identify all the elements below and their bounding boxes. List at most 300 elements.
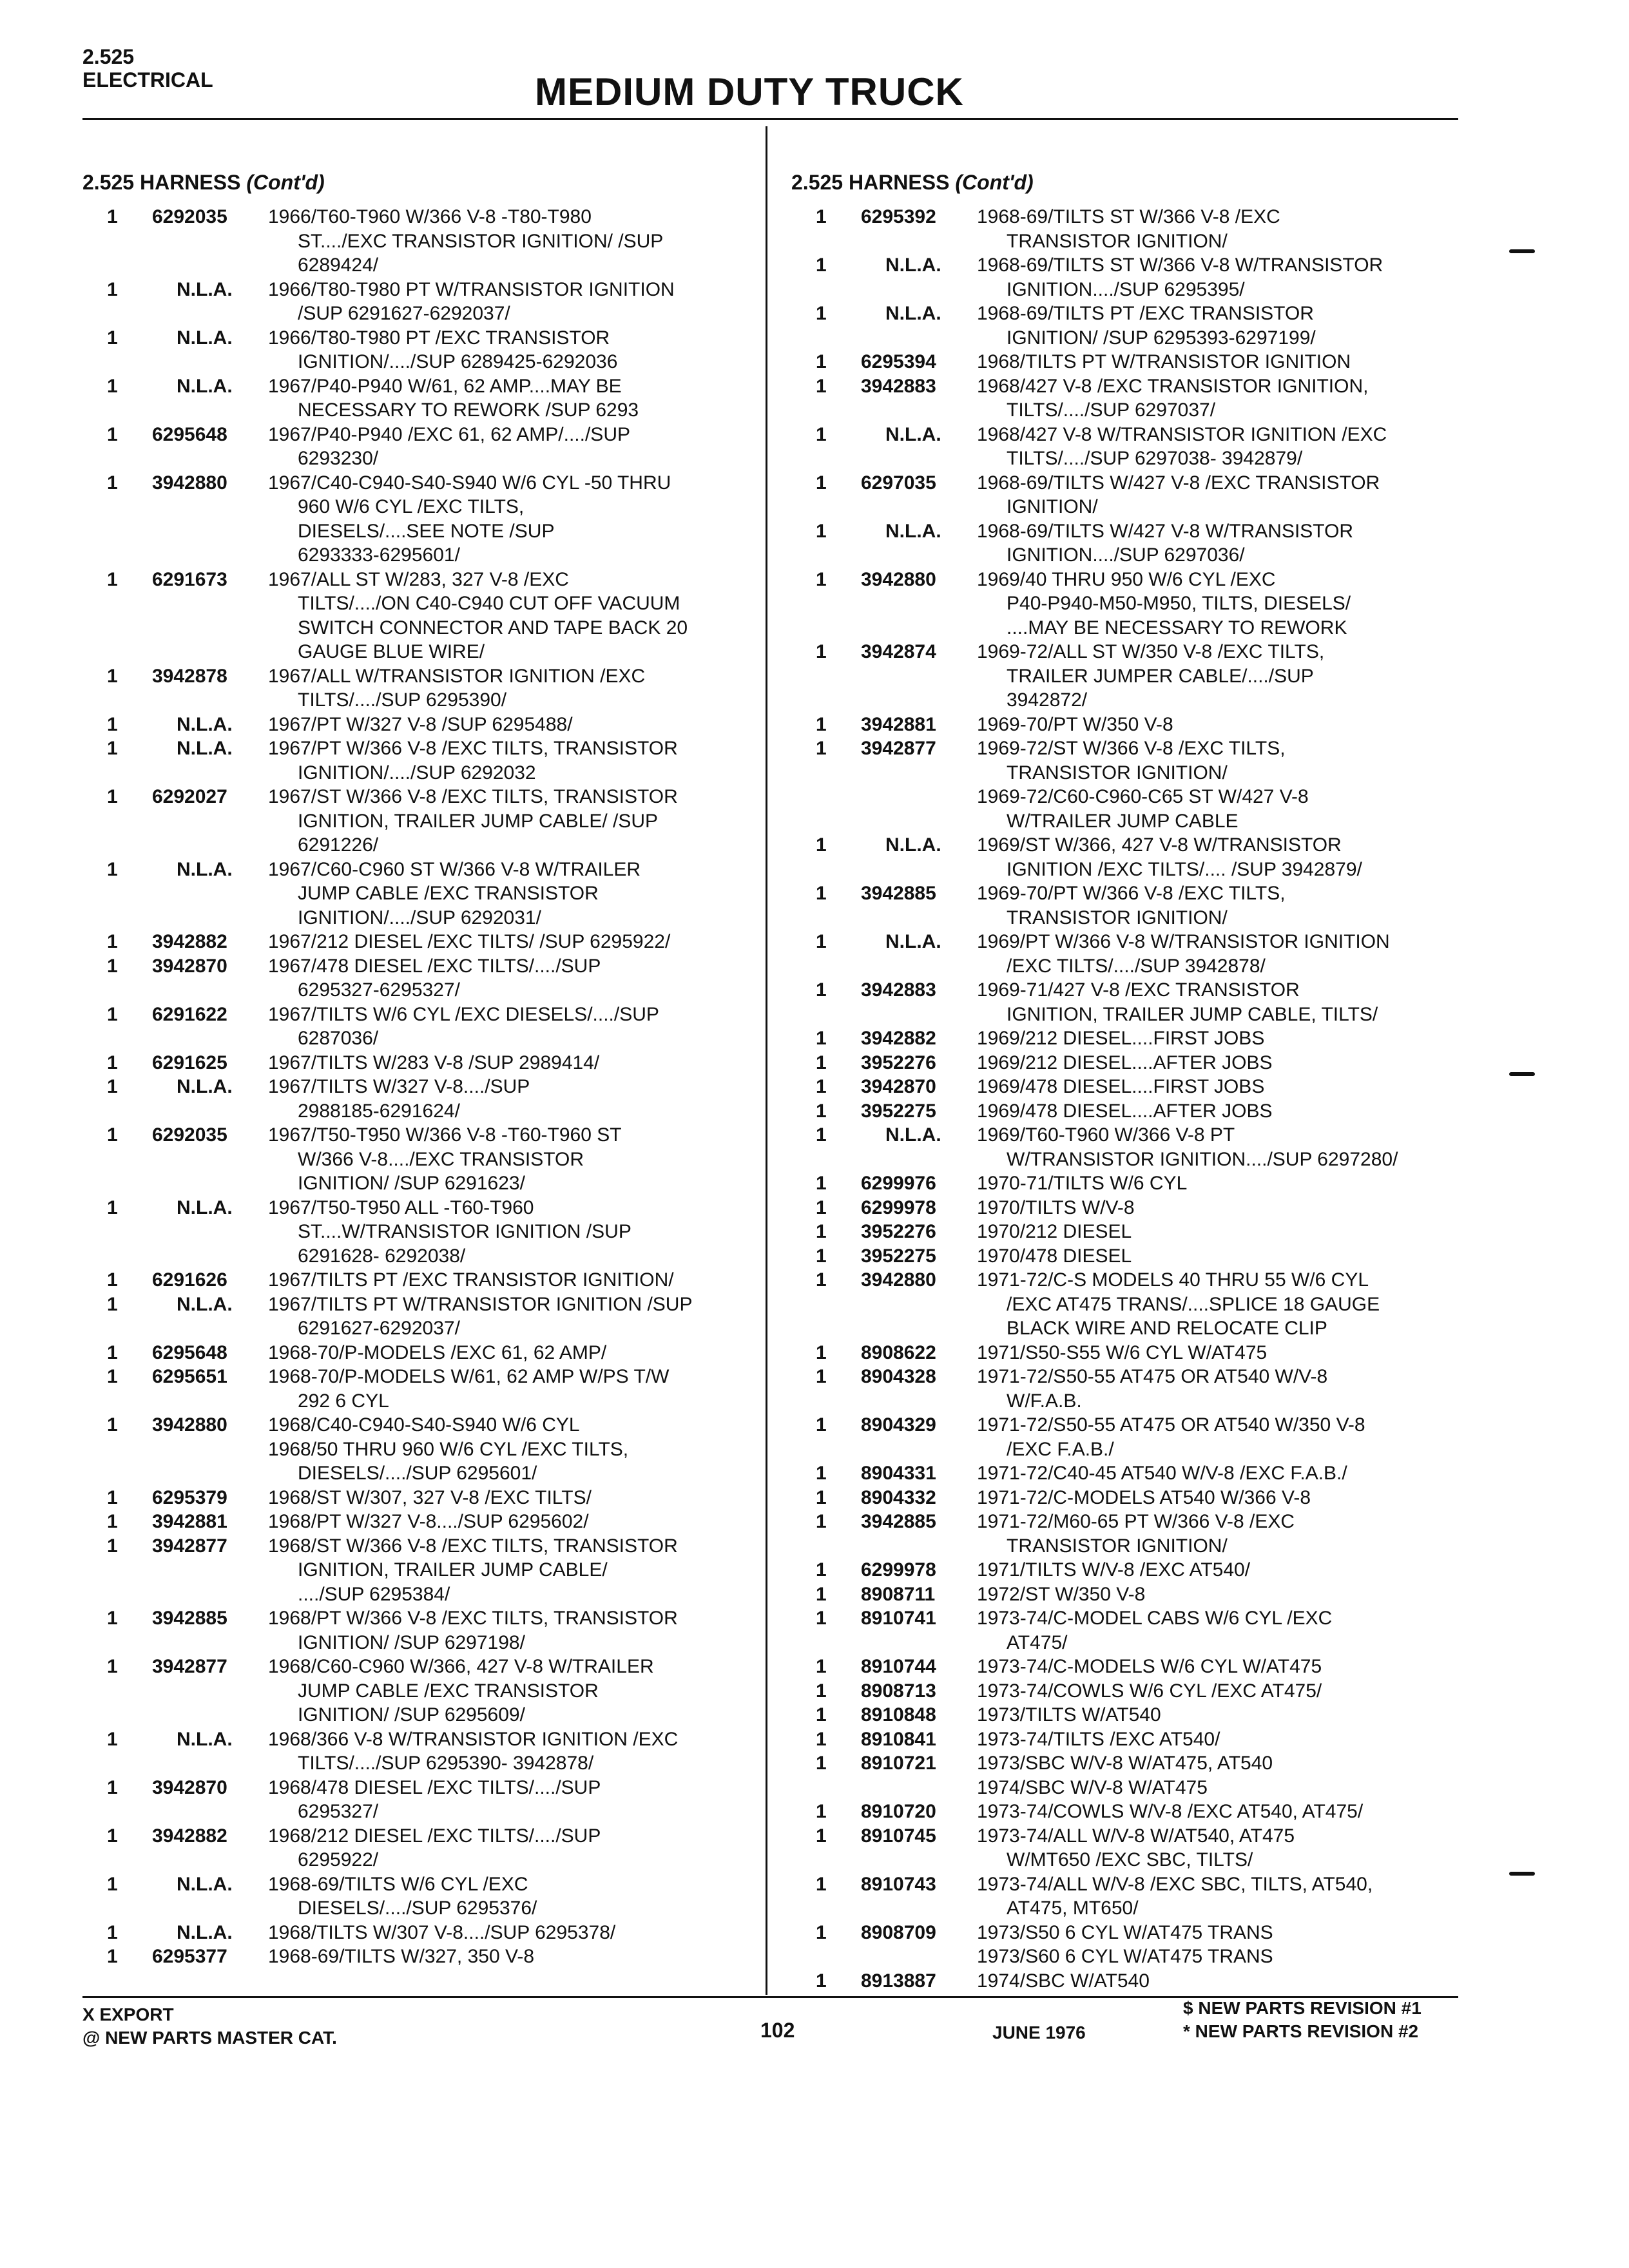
- description-line: 1969-70/PT W/366 V-8 /EXC TILTS,: [977, 883, 1286, 904]
- description-line: AT475/: [1007, 1631, 1068, 1653]
- entry-description: [977, 302, 1436, 350]
- entry-description: [977, 1921, 1436, 1969]
- description-line: 1967/PT W/366 V-8 /EXC TILTS, TRANSISTOR: [268, 738, 678, 759]
- part-entry: [791, 1268, 1436, 1341]
- entry-description: [977, 978, 1436, 1026]
- part-entry: [791, 1558, 1436, 1582]
- column-divider: [766, 126, 767, 1995]
- description-line: IGNITION/ /SUP 6297198/: [298, 1631, 525, 1653]
- entry-description: [977, 423, 1436, 471]
- entry-description: [977, 1558, 1436, 1582]
- entry-quantity: 1: [107, 1076, 118, 1097]
- entry-part-number: 3942874: [861, 641, 936, 662]
- description-line: 1968/ST W/307, 327 V-8 /EXC TILTS/: [268, 1486, 592, 1508]
- entry-description: [977, 1365, 1436, 1413]
- entry-description: [977, 1751, 1436, 1800]
- part-entry: [82, 1776, 727, 1824]
- part-entry: [82, 278, 727, 326]
- part-entry: [791, 833, 1436, 881]
- entry-quantity: 1: [107, 327, 118, 349]
- entry-part-number: 6292035: [152, 206, 227, 227]
- description-line: 1969/PT W/366 V-8 W/TRANSISTOR IGNITION: [977, 931, 1390, 952]
- description-line: 1971/S50-S55 W/6 CYL W/AT475: [977, 1341, 1268, 1363]
- part-entry: [791, 350, 1436, 374]
- entry-part-number: 8910745: [861, 1825, 936, 1847]
- description-line: IGNITION, TRAILER JUMP CABLE/: [298, 1559, 608, 1581]
- entry-quantity: 1: [107, 568, 118, 590]
- entry-description: [977, 930, 1436, 978]
- description-line: 1968/50 THRU 960 W/6 CYL /EXC TILTS,: [268, 1438, 629, 1460]
- description-line: 6291628- 6292038/: [298, 1245, 466, 1267]
- entry-description: [977, 1679, 1436, 1704]
- part-entry: [82, 1510, 727, 1534]
- entry-part-number: 8913887: [861, 1970, 936, 1992]
- entry-description: [268, 1341, 727, 1365]
- part-entry: [82, 1872, 727, 1921]
- description-line: 1968/TILTS PT W/TRANSISTOR IGNITION: [977, 351, 1351, 372]
- margin-tick-mark: [1509, 1072, 1535, 1076]
- description-line: 6291226/: [298, 834, 379, 856]
- part-entry: [82, 568, 727, 664]
- description-line: ....MAY BE NECESSARY TO REWORK: [1007, 617, 1347, 639]
- entry-part-number: N.L.A.: [885, 834, 941, 856]
- description-line: 1968/ST W/366 V-8 /EXC TILTS, TRANSISTOR: [268, 1535, 678, 1557]
- entry-part-number: 6295394: [861, 351, 936, 372]
- description-line: 1968/PT W/327 V-8..../SUP 6295602/: [268, 1511, 589, 1532]
- description-line: 1969-72/C60-C960-C65 ST W/427 V-8: [977, 786, 1309, 807]
- description-line: TILTS/..../SUP 6297038- 3942879/: [1007, 448, 1303, 469]
- entry-description: [268, 1534, 727, 1607]
- entry-quantity: 1: [816, 1970, 827, 1992]
- entry-part-number: 3942880: [861, 568, 936, 590]
- entry-quantity: 1: [816, 472, 827, 494]
- description-line: 1967/TILTS W/327 V-8..../SUP: [268, 1076, 530, 1097]
- entry-part-number: 3942881: [152, 1511, 227, 1532]
- entry-quantity: 1: [107, 1728, 118, 1750]
- entry-quantity: 1: [107, 1269, 118, 1291]
- part-entry: [791, 1051, 1436, 1075]
- part-entry: [82, 1268, 727, 1293]
- part-entry: [82, 1196, 727, 1269]
- entry-part-number: 8908711: [861, 1583, 936, 1605]
- entry-part-number: 8908622: [861, 1341, 936, 1363]
- description-line: /EXC TILTS/..../SUP 3942878/: [1007, 955, 1266, 977]
- description-line: 1968/427 V-8 /EXC TRANSISTOR IGNITION,: [977, 375, 1369, 397]
- part-entry: [791, 519, 1436, 568]
- entry-description: [268, 736, 727, 785]
- entry-description: [268, 713, 727, 737]
- part-entry: [791, 1655, 1436, 1679]
- description-line: 1967/ALL ST W/283, 327 V-8 /EXC: [268, 568, 569, 590]
- entry-description: [268, 1606, 727, 1655]
- entry-quantity: 1: [107, 1052, 118, 1073]
- description-line: 1973-74/COWLS W/6 CYL /EXC AT475/: [977, 1680, 1322, 1702]
- description-line: 1966/T60-T960 W/366 V-8 -T80-T980: [268, 206, 592, 227]
- description-line: DIESELS/....SEE NOTE /SUP: [298, 520, 555, 542]
- entry-quantity: 1: [107, 1293, 118, 1315]
- part-entry: [791, 1026, 1436, 1051]
- part-entry: [791, 1171, 1436, 1196]
- entry-part-number: 3942880: [152, 1414, 227, 1436]
- entry-part-number: 3942883: [861, 979, 936, 1001]
- description-line: GAUGE BLUE WIRE/: [298, 641, 485, 662]
- entry-quantity: 1: [816, 641, 827, 662]
- right-column-heading: [791, 169, 1436, 196]
- part-entry: [791, 302, 1436, 350]
- entry-quantity: 1: [816, 206, 827, 227]
- description-line: 1969/40 THRU 950 W/6 CYL /EXC: [977, 568, 1276, 590]
- part-entry: [791, 1679, 1436, 1704]
- description-line: 1968/212 DIESEL /EXC TILTS/..../SUP: [268, 1825, 601, 1847]
- entry-description: [977, 568, 1436, 640]
- description-line: SWITCH CONNECTOR AND TAPE BACK 20: [298, 617, 688, 639]
- entry-description: [268, 858, 727, 930]
- entry-description: [977, 1872, 1436, 1921]
- description-line: 1971-72/C-S MODELS 40 THRU 55 W/6 CYL: [977, 1269, 1369, 1291]
- description-line: 1968/366 V-8 W/TRANSISTOR IGNITION /EXC: [268, 1728, 679, 1750]
- entry-part-number: 8904332: [861, 1486, 936, 1508]
- description-line: 1967/ALL W/TRANSISTOR IGNITION /EXC: [268, 665, 646, 687]
- entry-description: [268, 1486, 727, 1510]
- description-line: 1967/T50-T950 W/366 V-8 -T60-T960 ST: [268, 1124, 622, 1146]
- description-line: 1967/TILTS W/6 CYL /EXC DIESELS/..../SUP: [268, 1003, 659, 1025]
- description-line: 1967/C60-C960 ST W/366 V-8 W/TRAILER: [268, 858, 641, 880]
- footer-master-cat-note: @ NEW PARTS MASTER CAT.: [82, 2028, 337, 2048]
- entry-quantity: 1: [816, 883, 827, 904]
- entry-description: [977, 253, 1436, 302]
- entry-quantity: 1: [107, 786, 118, 807]
- description-line: 1968-70/P-MODELS /EXC 61, 62 AMP/: [268, 1341, 607, 1363]
- footer-date: JUNE 1976: [992, 2023, 1086, 2042]
- part-entry: [791, 471, 1436, 519]
- entry-part-number: 8904328: [861, 1366, 936, 1387]
- entry-description: [977, 1268, 1436, 1341]
- entry-description: [268, 1824, 727, 1872]
- entry-description: [977, 640, 1436, 713]
- part-entry: [791, 1486, 1436, 1510]
- entry-part-number: N.L.A.: [177, 1873, 233, 1895]
- entry-description: [977, 785, 1436, 833]
- entry-part-number: 3942877: [152, 1535, 227, 1557]
- description-line: TRANSISTOR IGNITION/: [1007, 230, 1228, 252]
- description-line: IGNITION/..../SUP 6292032: [298, 762, 536, 783]
- description-line: TILTS/..../SUP 6295390- 3942878/: [298, 1753, 594, 1774]
- entry-quantity: 1: [816, 1704, 827, 1725]
- entry-part-number: 3942870: [152, 1776, 227, 1798]
- description-line: /SUP 6291627-6292037/: [298, 303, 510, 324]
- description-line: 1967/PT W/327 V-8 /SUP 6295488/: [268, 713, 573, 735]
- description-line: 6293333-6295601/: [298, 544, 460, 566]
- entry-description: [977, 1703, 1436, 1727]
- part-entry: [791, 881, 1436, 930]
- entry-quantity: 1: [107, 1511, 118, 1532]
- entry-quantity: 1: [107, 375, 118, 397]
- entry-part-number: 6299978: [861, 1196, 936, 1218]
- heading-text: 2.525 HARNESS: [791, 171, 950, 194]
- entry-part-number: 3942882: [861, 1028, 936, 1049]
- entry-quantity: 1: [107, 1124, 118, 1146]
- part-entry: [82, 374, 727, 423]
- heading-suffix: (Cont'd): [955, 171, 1034, 194]
- description-line: 1970/TILTS W/V-8: [977, 1196, 1135, 1218]
- entry-description: [977, 1824, 1436, 1872]
- entry-quantity: 1: [816, 1245, 827, 1267]
- entry-part-number: 6297035: [861, 472, 936, 494]
- entry-quantity: 1: [816, 1463, 827, 1484]
- description-line: 2988185-6291624/: [298, 1100, 460, 1122]
- entry-description: [977, 374, 1436, 423]
- description-line: 1968-69/TILTS PT /EXC TRANSISTOR: [977, 303, 1314, 324]
- description-line: 1969-71/427 V-8 /EXC TRANSISTOR: [977, 979, 1300, 1001]
- entry-part-number: 3942878: [152, 665, 227, 687]
- description-line: 1967/T50-T950 ALL -T60-T960: [268, 1196, 534, 1218]
- entry-part-number: 6295648: [152, 1341, 227, 1363]
- description-line: 1967/P40-P940 /EXC 61, 62 AMP/..../SUP: [268, 423, 630, 445]
- part-entry: [791, 736, 1436, 785]
- part-entry: [791, 1872, 1436, 1921]
- entry-part-number: N.L.A.: [885, 1124, 941, 1146]
- description-line: IGNITION/: [1007, 496, 1098, 517]
- entry-description: [977, 1486, 1436, 1510]
- description-line: 1969/ST W/366, 427 V-8 W/TRANSISTOR: [977, 834, 1342, 856]
- entry-description: [977, 713, 1436, 737]
- description-line: 1974/SBC W/AT540: [977, 1970, 1150, 1992]
- entry-description: [268, 1945, 727, 1969]
- entry-quantity: 1: [816, 1680, 827, 1702]
- footer-revision-1: $ NEW PARTS REVISION #1: [1183, 1998, 1422, 2018]
- entry-quantity: 1: [816, 738, 827, 759]
- description-line: 1968/478 DIESEL /EXC TILTS/..../SUP: [268, 1776, 601, 1798]
- entry-description: [977, 1220, 1436, 1244]
- entry-part-number: 3942885: [861, 883, 936, 904]
- entry-description: [977, 1510, 1436, 1558]
- entry-quantity: [791, 785, 861, 833]
- description-line: IGNITION, TRAILER JUMP CABLE, TILTS/: [1007, 1003, 1378, 1025]
- entry-part-number: 3942870: [861, 1076, 936, 1097]
- part-entry: [791, 1751, 1436, 1800]
- entry-quantity: 1: [816, 1366, 827, 1387]
- part-entry: [82, 1486, 727, 1510]
- entry-part-number: 6295648: [152, 423, 227, 445]
- description-line: 1968-69/TILTS W/427 V-8 /EXC TRANSISTOR: [977, 472, 1380, 494]
- description-line: 1967/ST W/366 V-8 /EXC TILTS, TRANSISTOR: [268, 786, 678, 807]
- part-entry: [791, 1244, 1436, 1269]
- entry-description: [268, 1268, 727, 1293]
- description-line: TILTS/..../ON C40-C940 CUT OFF VACUUM: [298, 593, 680, 614]
- entry-quantity: 1: [107, 1921, 118, 1943]
- entry-part-number: 3942870: [152, 955, 227, 977]
- part-entry: [791, 205, 1436, 253]
- part-entry: [791, 1703, 1436, 1727]
- entry-quantity: 1: [816, 931, 827, 952]
- entry-part-number: 8910841: [861, 1728, 936, 1750]
- description-line: 6295327/: [298, 1801, 379, 1822]
- description-line: 1973/SBC W/V-8 W/AT475, AT540: [977, 1753, 1273, 1774]
- entry-quantity: 1: [816, 1753, 827, 1774]
- description-line: 1969/212 DIESEL....FIRST JOBS: [977, 1028, 1265, 1049]
- entry-description: [268, 568, 727, 664]
- part-entry: [82, 1921, 727, 1945]
- description-line: 1971-72/M60-65 PT W/366 V-8 /EXC: [977, 1511, 1295, 1532]
- entry-description: [977, 1099, 1436, 1124]
- entry-description: [268, 1510, 727, 1534]
- part-entry: [82, 1945, 727, 1969]
- description-line: 1971/TILTS W/V-8 /EXC AT540/: [977, 1559, 1251, 1581]
- entry-description: [977, 1026, 1436, 1051]
- entry-part-number: 6291625: [152, 1052, 227, 1073]
- entry-quantity: 1: [816, 1221, 827, 1242]
- description-line: 1970/212 DIESEL: [977, 1221, 1132, 1242]
- entry-description: [977, 1969, 1436, 1994]
- description-line: TRANSISTOR IGNITION/: [1007, 1535, 1228, 1557]
- entry-description: [977, 1727, 1436, 1752]
- entry-quantity: 1: [107, 1873, 118, 1895]
- description-line: 1973/S60 6 CYL W/AT475 TRANS: [977, 1946, 1273, 1967]
- part-entry: [82, 954, 727, 1003]
- description-line: W/F.A.B.: [1007, 1390, 1082, 1412]
- description-line: W/TRANSISTOR IGNITION..../SUP 6297280/: [1007, 1148, 1398, 1170]
- entry-quantity: 1: [816, 713, 827, 735]
- entry-quantity: 1: [816, 1873, 827, 1895]
- part-entry: [791, 1099, 1436, 1124]
- description-line: 6291627-6292037/: [298, 1318, 460, 1339]
- entry-part-number: 6299978: [861, 1559, 936, 1581]
- entry-part-number: N.L.A.: [177, 713, 233, 735]
- description-line: /EXC AT475 TRANS/....SPLICE 18 GAUGE: [1007, 1293, 1380, 1315]
- description-line: 1973-74/C-MODELS W/6 CYL W/AT475: [977, 1656, 1322, 1677]
- part-entry: [82, 423, 727, 471]
- right-column: [791, 169, 1436, 1993]
- description-line: IGNITION/ /SUP 6291623/: [298, 1173, 525, 1194]
- entry-description: [977, 1461, 1436, 1486]
- entry-description: [977, 519, 1436, 568]
- entry-part-number: 3942882: [152, 931, 227, 952]
- part-entry: [82, 1655, 727, 1727]
- part-entry: [82, 1123, 727, 1196]
- entry-description: [268, 954, 727, 1003]
- description-line: 1967/212 DIESEL /EXC TILTS/ /SUP 6295922/: [268, 931, 671, 952]
- entry-description: [977, 881, 1436, 930]
- entry-part-number: N.L.A.: [177, 738, 233, 759]
- part-entry: [791, 1196, 1436, 1220]
- entry-description: [268, 664, 727, 713]
- entry-quantity: 1: [816, 1921, 827, 1943]
- description-line: DIESELS/..../SUP 6295376/: [298, 1898, 537, 1919]
- part-entry: [82, 1003, 727, 1051]
- entry-description: [268, 930, 727, 954]
- part-entry: [82, 1075, 727, 1123]
- entry-quantity: 1: [107, 1196, 118, 1218]
- description-line: 1968/C40-C940-S40-S940 W/6 CYL: [268, 1414, 580, 1436]
- entry-part-number: 8910721: [861, 1753, 936, 1774]
- description-line: 1972/ST W/350 V-8: [977, 1583, 1146, 1605]
- entry-part-number: N.L.A.: [177, 327, 233, 349]
- description-line: 1971-72/C40-45 AT540 W/V-8 /EXC F.A.B./: [977, 1463, 1347, 1484]
- entry-quantity: 1: [816, 1801, 827, 1822]
- entry-description: [268, 1413, 727, 1486]
- part-entry: [82, 1365, 727, 1413]
- part-entry: [82, 1293, 727, 1341]
- entry-quantity: 1: [816, 1028, 827, 1049]
- part-entry: [82, 1534, 727, 1607]
- description-line: JUMP CABLE /EXC TRANSISTOR: [298, 883, 599, 904]
- description-line: TRANSISTOR IGNITION/: [1007, 907, 1228, 928]
- description-line: P40-P940-M50-M950, TILTS, DIESELS/: [1007, 593, 1351, 614]
- part-entry: [82, 930, 727, 954]
- description-line: W/TRAILER JUMP CABLE: [1007, 810, 1239, 832]
- entry-description: [977, 1123, 1436, 1171]
- part-entry: [82, 471, 727, 568]
- part-entry: [791, 930, 1436, 978]
- entry-part-number: N.L.A.: [177, 278, 233, 300]
- margin-tick-mark: [1509, 1872, 1535, 1876]
- entry-quantity: 1: [107, 206, 118, 227]
- entry-description: [268, 423, 727, 471]
- entry-quantity: 1: [816, 1728, 827, 1750]
- entry-part-number: 3952275: [861, 1100, 936, 1122]
- description-line: IGNITION/ /SUP 6295393-6297199/: [1007, 327, 1316, 349]
- heading-suffix: (Cont'd): [246, 171, 325, 194]
- description-line: 960 W/6 CYL /EXC TILTS,: [298, 496, 525, 517]
- entry-part-number: 6295651: [152, 1366, 227, 1387]
- entry-part-number: 3942881: [861, 713, 936, 735]
- description-line: JUMP CABLE /EXC TRANSISTOR: [298, 1680, 599, 1702]
- description-line: 1973-74/COWLS W/V-8 /EXC AT540, AT475/: [977, 1801, 1364, 1822]
- entry-quantity: 1: [107, 1486, 118, 1508]
- entry-description: [268, 1051, 727, 1075]
- entry-quantity: 1: [816, 1052, 827, 1073]
- part-entry: [791, 1365, 1436, 1413]
- entry-description: [268, 326, 727, 374]
- description-line: 1974/SBC W/V-8 W/AT475: [977, 1776, 1208, 1798]
- entry-quantity: 1: [816, 375, 827, 397]
- entry-part-number: 8908713: [861, 1680, 936, 1702]
- entry-part-number: N.L.A.: [885, 520, 941, 542]
- entry-quantity: 1: [107, 1608, 118, 1629]
- part-entry: [82, 736, 727, 785]
- description-line: 1973-74/TILTS /EXC AT540/: [977, 1728, 1220, 1750]
- entry-quantity: 1: [107, 423, 118, 445]
- part-entry: [791, 640, 1436, 713]
- entry-part-number: 3942885: [152, 1608, 227, 1629]
- entry-description: [268, 1776, 727, 1824]
- entry-part-number: 8910848: [861, 1704, 936, 1725]
- entry-description: [268, 471, 727, 568]
- part-entry: [791, 1969, 1436, 1994]
- description-line: 1969-70/PT W/350 V-8: [977, 713, 1173, 735]
- entry-part-number: 3942885: [861, 1511, 936, 1532]
- description-line: 1968/C60-C960 W/366, 427 V-8 W/TRAILER: [268, 1656, 654, 1677]
- entry-part-number: N.L.A.: [177, 1728, 233, 1750]
- left-column-heading: [82, 169, 727, 196]
- entry-description: [977, 1244, 1436, 1269]
- description-line: 1969-72/ST W/366 V-8 /EXC TILTS,: [977, 738, 1286, 759]
- entry-part-number: 6291622: [152, 1003, 227, 1025]
- entry-quantity: 1: [816, 1269, 827, 1291]
- entry-quantity: 1: [816, 1656, 827, 1677]
- entry-quantity: 1: [816, 1559, 827, 1581]
- entry-quantity: 1: [816, 1076, 827, 1097]
- description-line: 1971-72/C-MODELS AT540 W/366 V-8: [977, 1486, 1311, 1508]
- entry-description: [977, 350, 1436, 374]
- heading-text: 2.525 HARNESS: [82, 171, 241, 194]
- entry-part-number: 3952276: [861, 1052, 936, 1073]
- entry-quantity: 1: [816, 351, 827, 372]
- entry-description: [268, 1196, 727, 1269]
- entry-part-number: 8910743: [861, 1873, 936, 1895]
- entry-part-number: N.L.A.: [885, 255, 941, 276]
- part-entry: [791, 1824, 1436, 1872]
